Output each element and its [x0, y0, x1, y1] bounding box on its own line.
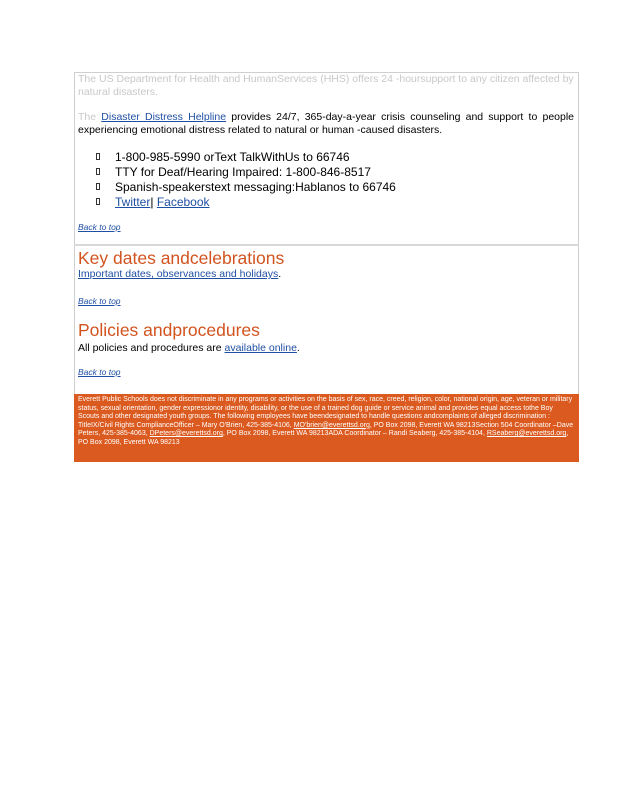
bullet-icon — [96, 153, 100, 160]
key-dates-heading: Key dates andcelebrations — [78, 248, 285, 268]
bullet-icon — [96, 183, 100, 190]
back-to-top-link[interactable]: Back to top — [78, 296, 121, 306]
contact-list — [96, 150, 396, 210]
list-item: Spanish-speakerstext messaging:Hablanos to 66746 — [96, 180, 396, 195]
key-dates-paragraph: Important dates, observances and holidays. — [78, 268, 282, 280]
section-divider — [74, 244, 579, 246]
important-dates-link[interactable]: Important dates, observances and holidays — [78, 268, 279, 280]
helpline-paragraph — [78, 111, 574, 137]
list-item-social — [96, 195, 396, 210]
peters-email-link[interactable]: DPeters@everettsd.org — [149, 430, 223, 438]
obrien-email-link[interactable]: MO'brien@everettsd.org — [293, 421, 370, 429]
back-to-top-link[interactable]: Back to top — [78, 367, 121, 377]
seaberg-email-link[interactable]: RSeaberg@everettsd.org — [486, 430, 567, 438]
bullet-icon — [96, 168, 100, 175]
list-item: TTY for Deaf/Hearing Impaired: 1-800-846-8517 — [96, 165, 396, 180]
policies-heading: Policies andprocedures — [78, 320, 260, 340]
helpline-text: provides 24/7, 365-day-a-year crisis counseling and support to people experiencing emotional distress related to natural or human -caused disasters. — [78, 111, 575, 136]
intro-text: The US Department for Health and HumanServices (HHS) offers 24 -hoursupport to any citizen affected by natural disasters. — [78, 73, 574, 98]
available-online-link[interactable]: available online — [224, 342, 297, 354]
helpline-prefix: The — [78, 111, 97, 123]
list-item: 1-800-985-5990 orText TalkWithUs to 66746 — [96, 150, 396, 165]
hhs-intro — [78, 73, 574, 99]
social-separator: | — [150, 195, 154, 209]
facebook-link[interactable]: Facebook — [156, 195, 210, 209]
twitter-link[interactable]: Twitter — [115, 195, 151, 209]
disaster-distress-helpline-link[interactable]: Disaster Distress Helpline — [101, 111, 227, 123]
policies-paragraph: All policies and procedures are available online. — [78, 342, 300, 354]
back-to-top-link[interactable]: Back to top — [78, 222, 121, 232]
bullet-icon — [96, 198, 100, 205]
nondiscrimination-footer: Everett Public Schools does not discriminate in any programs or activities on the basis of sex, race, creed, religion, color, national origin, age, veteran or military status, sexual orientation, gender expressionor identity, disability, or the use of a trained dog guide or service animal and provides equal access tothe Boy Scouts and other designated youth groups. The following employees have beendesignated to handle questions andcomplaints of alleged discrimination : TitleIX/Civil Rights ComplianceOfficer – Mary O'Brien, 425-385-4106, MO'brien@everettsd.org, PO Box 2098, Everett WA 98213Section 504 Coordinator –Dave Peters, 425-385-4063, DPeters@everettsd.org, PO Box 2098, Everett WA 98213ADA Coordinator – Randi Seaberg, 425-385-4104, RSeaberg@everettsd.org, PO Box 2098, Everett WA 98213 — [74, 394, 579, 462]
